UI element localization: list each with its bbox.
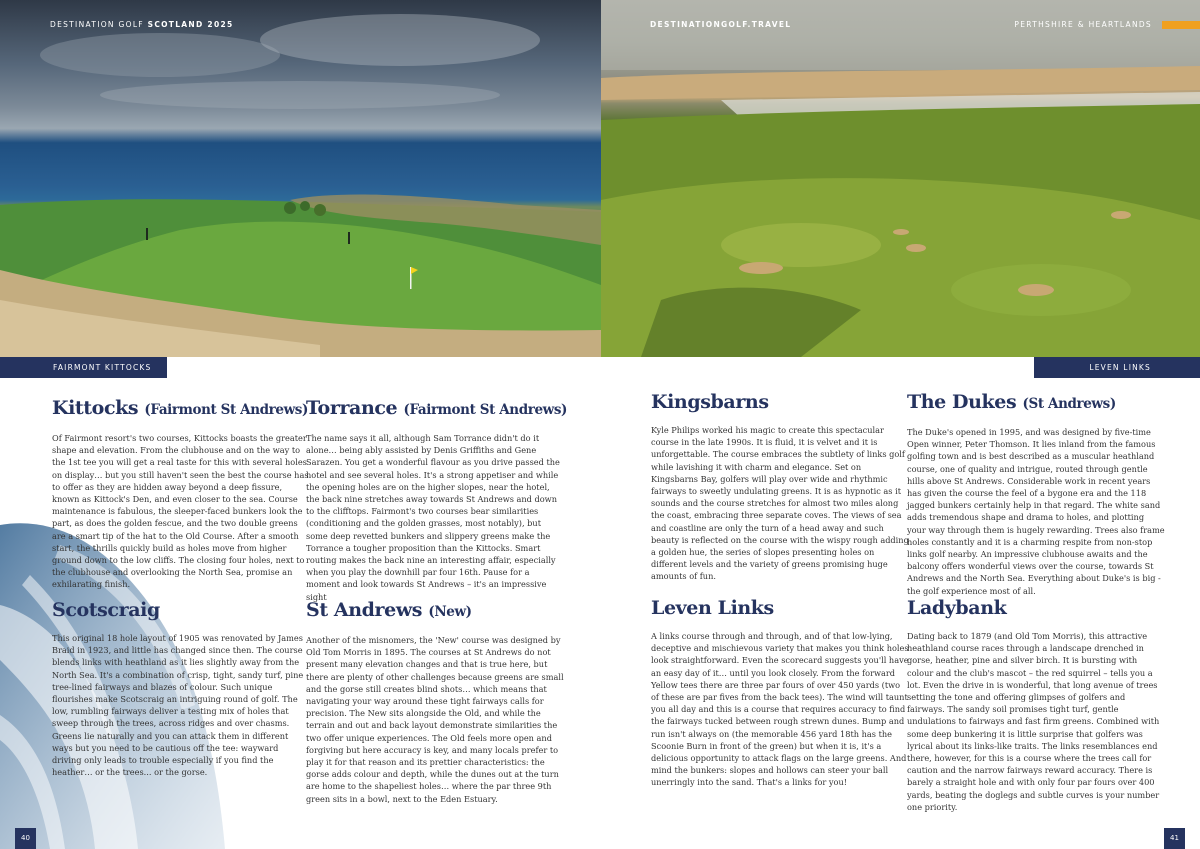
article-body: Dating back to 1879 (and Old Tom Morris), this attractive heathland course races through a landscape drenched in gorse, heather, pine and silver birch. It is bursting with colour and the club's mascot – the red squirrel – tells you a lot. Even the drive in is wonderful, that long avenue of trees setting the tone and offering glimpses of golfers and fairways. The sandy soil promises tight turf, gentle undulations to fairways and fast firm greens. Combined with some deep bunkering it is little surprise that golfers was lyrical about its links-like traits. The links resemblances end there, however, for this is a course where the trees call for caution and the narrow fairways reward accuracy. There is barely a straight hole and with only four par fours over 400 yards, beating the doglegs and subtle curves is your number one priority. xyxy=(907,631,1160,812)
publication-title: DESTINATION GOLF SCOTLAND 2025 xyxy=(50,20,234,29)
links-golf-course-image xyxy=(601,0,1200,357)
article-scotscraig xyxy=(52,598,310,778)
article-kingsbarns xyxy=(651,390,909,583)
article-body: Of Fairmont resort's two courses, Kittocks boasts the greater shape and elevation. From the clubhouse and on the way to the 1st tee you will get a real taste for this with several holes on display… but you still haven't seen the best the course has to offer as they are hidden away beyond a deep fissure, known as Kittock's Den, and even closer to the sea. Course maintenance is fabulous, the sleeper-faced bunkers look the part, as does the golden fescue, and the two double greens are a smart tip of the hat to the Old Course. After a smooth start, the thrills quickly build as holes move from higher ground down to the low cliffs. The closing four holes, next to the clubhouse and overlooking the North Sea, promise an exhilarating finish. xyxy=(52,433,309,590)
article-title: Leven Links xyxy=(651,597,774,619)
photo-caption-left: FAIRMONT KITTOCKS xyxy=(0,357,167,378)
article-kittocks xyxy=(52,396,310,591)
article-body: The Duke's opened in 1995, and was designed by five-time Open winner, Peter Thomson. It lies inland from the famous golfing town and is best described as a muscular heathland course, one of quality and intrigue, routed through gentle hills above St Andrews. Considerable work in recent years has given the course the feel of a bygone era and the 118 jagged bunkers certainly help in that regard. The white sand adds tremendous shape and drama to holes, and plotting your way through them is hugely rewarding. Trees also frame holes constantly and it is a charming respite from non-stop links golf nearby. An impressive clubhouse awaits and the balcony offers wonderful views over the course, towards St Andrews and the North Sea. Everything about Duke's is big - the golf experience most of all. xyxy=(907,427,1165,596)
website-url[interactable]: DESTINATIONGOLF.TRAVEL xyxy=(650,20,792,29)
page-number-right: 41 xyxy=(1164,828,1185,849)
article-title: Kingsbarns xyxy=(651,391,769,413)
article-title: Scotscraig xyxy=(52,599,160,621)
article-body: Another of the misnomers, the 'New' course was designed by Old Tom Morris in 1895. The courses at St Andrews do not present many elevation changes and that is true here, but there are plenty of other challenges because greens are small and the gorse still creates blind shots… which means that navigating your way around these tight fairways calls for precision. The New sits alongside the Old, and while the terrain and out and back layout demonstrate similarities the two offer unique experiences. The Old feels more open and forgiving but here accuracy is key, and many locals prefer to play it for that reason and its prettier characteristics: the gorse adds colour and depth, while the dunes out at the turn are home to the shapeliest holes… where the par three 9th green sits in a bowl, next to the Eden Estuary. xyxy=(306,635,564,804)
article-st-andrews-new xyxy=(306,598,564,805)
section-title: PERTHSHIRE & HEARTLANDS xyxy=(1014,20,1152,29)
article-the-dukes xyxy=(907,390,1165,597)
article-torrance xyxy=(306,396,568,603)
article-body: A links course through and through, and of that low-lying, deceptive and mischievous variety that makes you think holes look straightforward. Even the scorecard suggests you'll have an easy day of it… until you look closely. From the forward Yellow tees there are three par fours of over 450 yards (two of these are par fives from the back tees). The wind will taunt you all day and this is a course that requires accuracy to find the fairways tucked between rough strewn dunes. Bump and run isn't always on (the memorable 456 yard 18th has the Scoonie Burn in front of the green) but when it is, it's a delicious opportunity to attack flags on the large greens. And mind the bunkers: slopes and hollows can steer your ball unerringly into the sand. That's a links for you! xyxy=(651,631,909,788)
article-leven-links xyxy=(651,596,909,789)
article-title: St Andrews (New) xyxy=(306,599,472,621)
article-ladybank xyxy=(907,596,1165,813)
article-body: This original 18 hole layout of 1905 was renovated by James Braid in 1923, and little has changed since then. The course blends links with heathland as it lies slightly away from the North Sea. It's a combination of crisp, tight, sandy turf, pine tree-lined fairways and blazes of colour. Such unique flourishes make Scotscraig an intriguing round of golf. The low, rumbling fairways deliver a testing mix of holes that sweep through the trees, across ridges and over chasms. Greens lie naturally and you can attack them in different ways but you need to be cautious off the tee: wayward driving only leads to trouble especially if you find the heather… or the trees... or the gorse. xyxy=(52,633,304,778)
page-number-left: 40 xyxy=(15,828,36,849)
photo-leven-links xyxy=(601,0,1200,357)
article-title: Kittocks (Fairmont St Andrews) xyxy=(52,397,308,419)
article-title: The Dukes (St Andrews) xyxy=(907,391,1116,413)
article-body: Kyle Philips worked his magic to create this spectacular course in the late 1990s. It is fluid, it is velvet and it is unforgettable. The course embraces the subtlety of links golf while lavishing it with charm and elegance. Set on Kingsbarns Bay, golfers will play over wide and rhythmic fairways to sweetly undulating greens. It is as hypnotic as it sounds and the course stretches for almost two miles along the coast, embracing three separate coves. The views of sea and coastline are only the turn of a head away and such beauty is reflected on the course with the wispy rough adding a golden hue, the series of slopes presenting holes on different levels and the variety of greens promising huge amounts of fun. xyxy=(651,425,909,582)
photo-fairmont-kittocks xyxy=(0,0,601,357)
coastal-golf-course-image xyxy=(0,0,601,357)
article-title: Ladybank xyxy=(907,597,1007,619)
photo-caption-right: LEVEN LINKS xyxy=(1034,357,1200,378)
section-accent-bar xyxy=(1162,21,1200,29)
article-title: Torrance (Fairmont St Andrews) xyxy=(306,397,568,419)
article-body: The name says it all, although Sam Torrance didn't do it alone… being ably assisted by Denis Griffiths and Gene Sarazen. You get a wonderful flavour as you drive passed the hotel and see several holes. It's a strong appetiser and while the opening holes are on the higher slopes, near the hotel, the back nine stretches away towards St Andrews and down to the clifftops. Fairmont's two courses bear similarities (conditioning and the golden grasses, most notably), but some deep revetted bunkers and slippery greens make the Torrance a tougher proposition than the Kittocks. Smart routing makes the back nine an interesting affair, especially when you play the downhill par four 16th. Pause for a moment and look towards St Andrews – it's an impressive sight xyxy=(306,433,560,602)
